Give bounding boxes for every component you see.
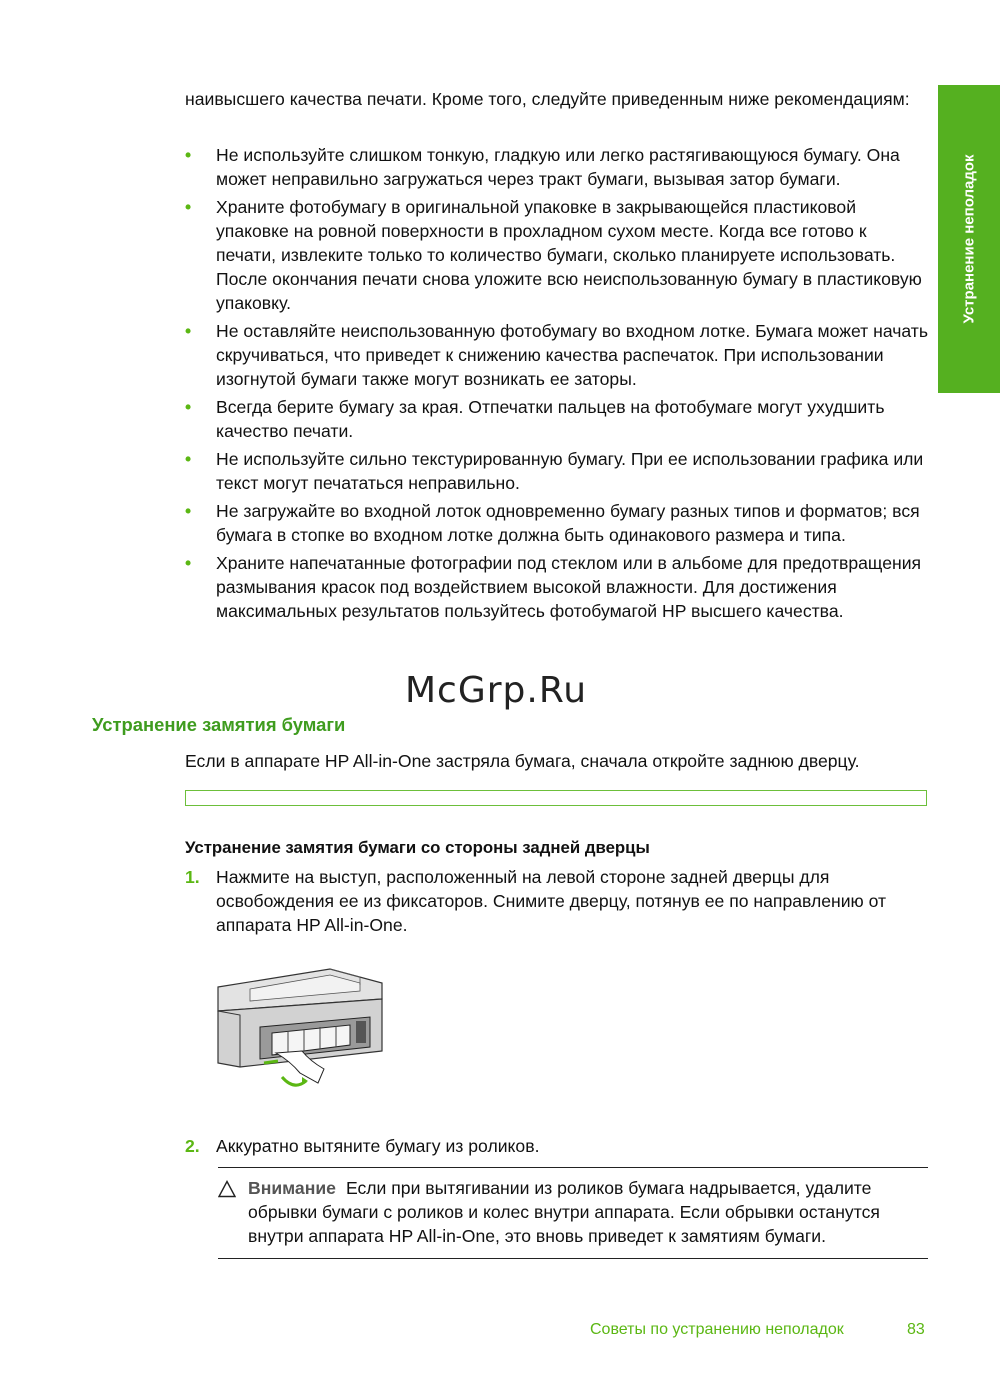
list-item — [185, 319, 930, 391]
bullet-icon: • — [185, 145, 192, 165]
caution-body — [248, 1176, 928, 1248]
caution-text: Если при вытягивании из роликов бумага надрывается, удалите обрывки бумаги с роликов и колес внутри аппарата. Если обрывки останутся внутри аппарата HP All-in-One, это вновь приведет к замятиям бумаги. — [248, 1178, 880, 1246]
list-item-text: Храните напечатанные фотографии под стеклом или в альбоме для предотвращения размывания красок под воздействием высокой влажности. Для достижения максимальных результатов пользуйтесь фотобумагой HP высшего качества. — [216, 553, 922, 621]
bullet-icon: • — [185, 553, 192, 573]
printer-rear-door-illustration — [210, 965, 390, 1095]
bullet-icon: • — [185, 321, 192, 341]
page-number: 83 — [907, 1321, 925, 1338]
footer-chapter-title: Советы по устранению неполадок — [590, 1321, 844, 1338]
section-intro: Если в аппарате HP All-in-One застряла бумага, сначала откройте заднюю дверцу. — [185, 751, 860, 771]
list-item — [185, 395, 930, 443]
list-item-text: Не загружайте во входной лоток одновременно бумагу разных типов и форматов; вся бумага в стопке во входном лотке должна быть одинакового размера и типа. — [216, 501, 920, 545]
bullet-icon: • — [185, 501, 192, 521]
bullet-icon: • — [185, 449, 192, 469]
note-box — [185, 790, 927, 806]
bullet-icon: • — [185, 397, 192, 417]
step-text: Аккуратно вытяните бумагу из роликов. — [216, 1136, 540, 1156]
list-item-text: Храните фотобумагу в оригинальной упаковке в закрывающейся пластиковой упаковке на ровной поверхности в прохладном сухом месте. Когда все готово к печати, извлеките только то количество бумаги, сколько планируете использовать. После окончания печати снова уложите всю неиспользованную бумагу в пластиковую упаковку. — [216, 197, 922, 313]
side-chapter-tab — [938, 85, 1000, 393]
step-number: 1. — [185, 867, 200, 887]
list-item — [185, 143, 930, 191]
list-item — [185, 447, 930, 495]
caution-label: Внимание — [248, 1178, 336, 1198]
step-text: Нажмите на выступ, расположенный на левой стороне задней дверцы для освобождения ее из фиксаторов. Снимите дверцу, потянув ее по направлению от аппарата HP All-in-One. — [216, 867, 887, 935]
list-item — [185, 551, 930, 623]
side-chapter-label: Устранение неполадок — [960, 154, 978, 324]
list-item-text: Не используйте слишком тонкую, гладкую или легко растягивающуюся бумагу. Она может неправильно загружаться через тракт бумаги, вызывая затор бумаги. — [216, 145, 900, 189]
caution-box — [218, 1167, 928, 1259]
step-item — [185, 1134, 930, 1158]
list-item-text: Не оставляйте неиспользованную фотобумагу во входном лотке. Бумага может начать скручиваться, что приведет к снижению качества распечаток. При использовании изогнутой бумаги также могут возникать ее заторы. — [216, 321, 929, 389]
list-item-text: Всегда берите бумагу за края. Отпечатки пальцев на фотобумаге могут ухудшить качество печати. — [216, 397, 885, 441]
watermark: McGrp.Ru — [405, 670, 588, 711]
step-number: 2. — [185, 1136, 200, 1156]
recommendation-list — [185, 143, 930, 627]
step-item — [185, 865, 930, 937]
intro-paragraph: наивысшего качества печати. Кроме того, следуйте приведенным ниже рекомендациям: — [185, 89, 910, 109]
warning-triangle-icon — [218, 1180, 236, 1198]
section-heading: Устранение замятия бумаги — [92, 714, 346, 735]
bullet-icon: • — [185, 197, 192, 217]
list-item — [185, 195, 930, 315]
procedure-heading: Устранение замятия бумаги со стороны задней дверцы — [185, 838, 650, 857]
list-item-text: Не используйте сильно текстурированную бумагу. При ее использовании графика или текст могут печататься неправильно. — [216, 449, 924, 493]
list-item — [185, 499, 930, 547]
